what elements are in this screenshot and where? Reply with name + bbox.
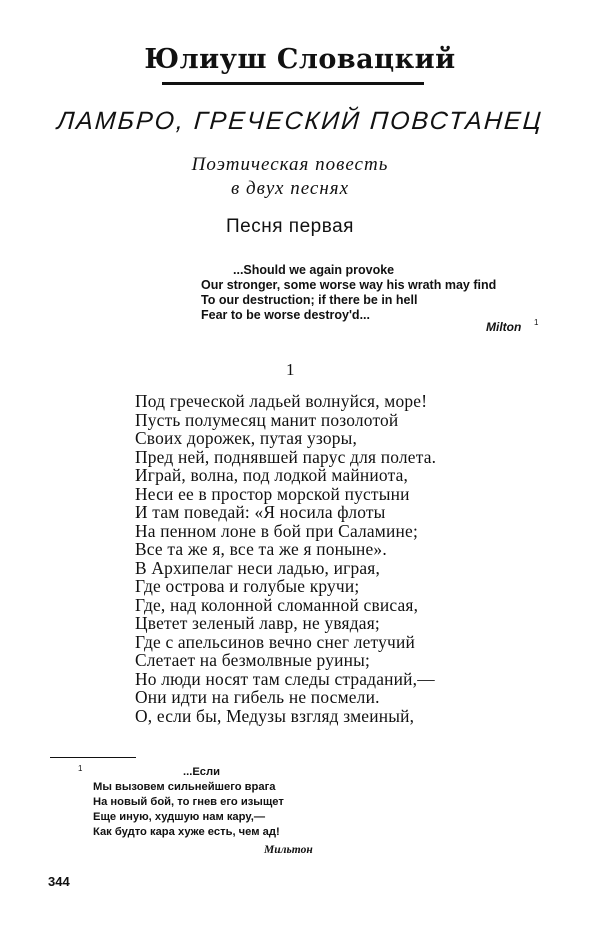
verse-line: О, если бы, Медузы взгляд змеиный, bbox=[135, 705, 415, 726]
epigraph-line: To our destruction; if there be in hell bbox=[201, 293, 418, 307]
footnote-divider bbox=[50, 757, 136, 758]
subtitle-line: Поэтическая повесть bbox=[191, 154, 389, 175]
verse-line: Они идти на гибель не посмели. bbox=[135, 687, 380, 707]
verse-line: В Архипелаг неси ладью, играя, bbox=[135, 557, 381, 578]
footnote-line: На новый бой, то гнев его изыщет bbox=[93, 796, 284, 808]
verse-line: Слетает на безмолвные руины; bbox=[135, 650, 371, 670]
verse-line: Пусть полумесяц манит позолотой bbox=[135, 409, 399, 430]
verse-line: Неси ее в простор морской пустыни bbox=[135, 483, 410, 504]
song-title: Песня первая bbox=[226, 216, 354, 237]
verse-line: И там поведай: «Я носила флоты bbox=[135, 502, 386, 522]
epigraph-line: Our stronger, some worse way his wrath may find bbox=[201, 278, 497, 292]
page-number: 344 bbox=[48, 874, 70, 889]
verse-line: Где, над колонной сломанной свисая, bbox=[135, 594, 419, 615]
epigraph-line: Fear to be worse destroy'd... bbox=[201, 308, 370, 322]
footnote-line: Мы вызовем сильнейшего врага bbox=[93, 781, 276, 793]
verse-line: Под греческой ладьей волнуйся, море! bbox=[135, 391, 428, 411]
verse-line: Играй, волна, под лодкой майниота, bbox=[135, 465, 409, 485]
epigraph-attribution: Milton bbox=[486, 320, 522, 334]
poem-title: ЛАМБРО, ГРЕЧЕСКИЙ ПОВСТАНЕЦ bbox=[56, 107, 544, 135]
verse-line: Где острова и голубые кручи; bbox=[135, 576, 360, 596]
subtitle-line: в двух песнях bbox=[230, 178, 350, 199]
footnote-line: Еще иную, худшую нам кару,— bbox=[93, 811, 266, 823]
author-underline bbox=[162, 82, 424, 85]
footnote-line: ...Если bbox=[183, 766, 220, 778]
stanza-number: 1 bbox=[286, 360, 295, 379]
verse-line: Цветет зеленый лавр, не увядая; bbox=[135, 613, 380, 633]
verse-line: Но люди носят там следы страданий,— bbox=[135, 668, 435, 689]
epigraph-line: ...Should we again provoke bbox=[233, 263, 395, 277]
verse-line: Пред ней, поднявшей парус для полета. bbox=[135, 446, 437, 467]
author-name: Юлиуш Словацкий bbox=[144, 44, 456, 75]
footnote-marker: 1 bbox=[78, 764, 83, 773]
verse-line: На пенном лоне в бой при Саламине; bbox=[135, 520, 418, 541]
verse-line: Где с апельсинов вечно снег летучий bbox=[135, 631, 415, 652]
footnote-reference: 1 bbox=[534, 318, 539, 327]
footnote-attribution: Мильтон bbox=[264, 844, 313, 856]
verse-line: Все та же я, все та же я поныне». bbox=[135, 539, 387, 559]
verse-line: Своих дорожек, путая узоры, bbox=[135, 428, 358, 448]
footnote-line: Как будто кара хуже есть, чем ад! bbox=[93, 826, 280, 838]
